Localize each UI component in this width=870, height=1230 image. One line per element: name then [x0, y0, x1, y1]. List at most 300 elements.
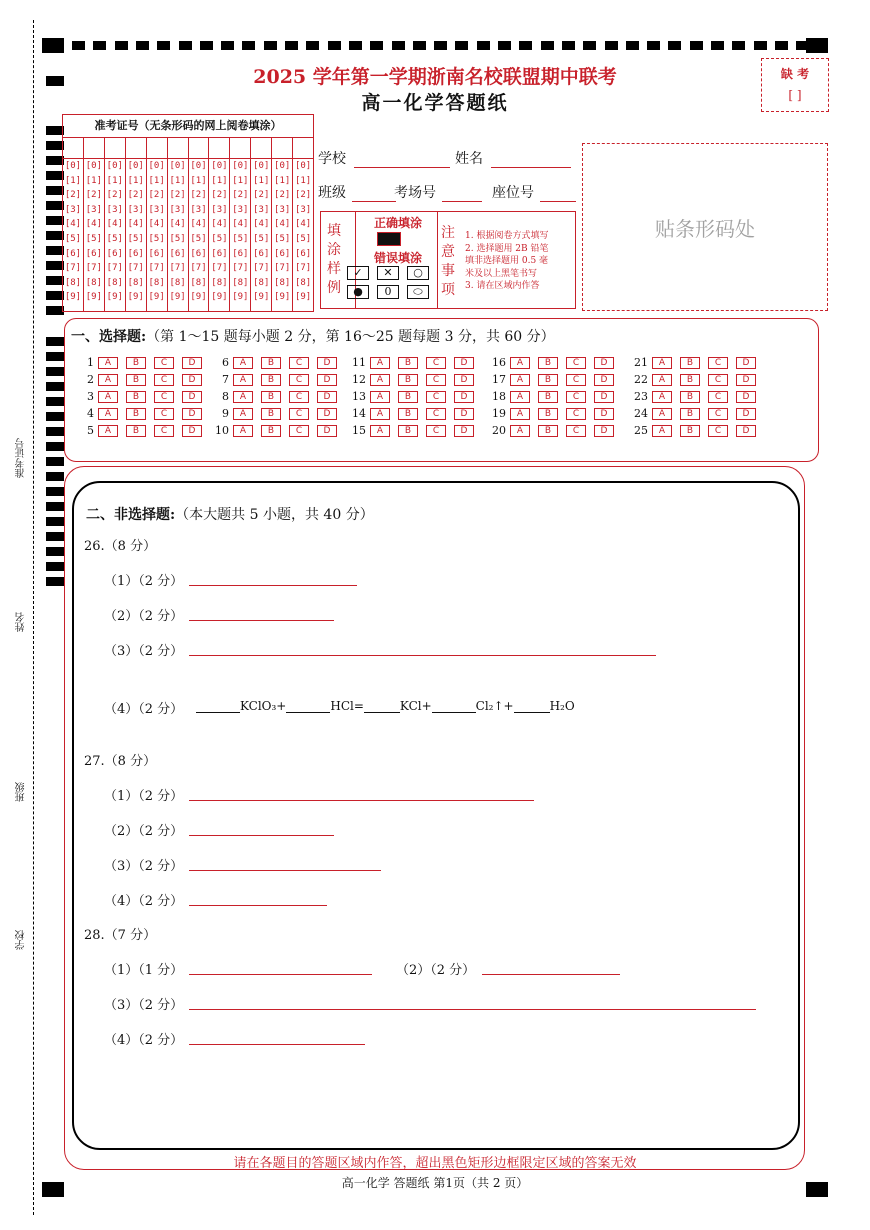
choice-option-bubble[interactable]: C — [708, 408, 728, 420]
choice-option-bubble[interactable]: C — [566, 374, 586, 386]
exam-id-digit-bubble[interactable]: [9] — [211, 292, 228, 303]
choice-option-bubble[interactable]: C — [426, 391, 446, 403]
exam-id-digit-bubble[interactable]: [6] — [232, 248, 249, 259]
choice-option-bubble[interactable]: A — [233, 408, 253, 420]
choice-option-bubble[interactable]: B — [680, 374, 700, 386]
choice-option-bubble[interactable]: C — [566, 391, 586, 403]
q27-3-answer[interactable] — [189, 869, 381, 871]
exam-id-digit-bubble[interactable]: [4] — [148, 219, 165, 230]
choice-question-number: 25 — [634, 424, 648, 437]
exam-id-write-cell[interactable] — [272, 138, 292, 159]
timing-mark — [796, 41, 809, 50]
exam-id-digit-bubble[interactable]: [9] — [85, 292, 103, 303]
q26-3-label: （3）（2 分） — [104, 644, 184, 659]
timing-mark — [136, 41, 149, 50]
q26-head: 26.（8 分） — [84, 539, 157, 554]
exam-id-digit-bubble[interactable]: [8] — [190, 277, 207, 288]
choice-option-bubble[interactable]: C — [289, 408, 309, 420]
exam-id-digit-bubble[interactable]: [2] — [85, 190, 103, 201]
timing-mark — [349, 41, 362, 50]
timing-mark — [306, 41, 319, 50]
choice-question-number: 7 — [222, 373, 229, 386]
exam-id-digit-bubble[interactable]: [1] — [106, 175, 123, 186]
exam-id-write-cell[interactable] — [147, 138, 167, 159]
choice-option-bubble[interactable]: D — [182, 391, 202, 403]
exam-id-write-cell[interactable] — [251, 138, 271, 159]
choice-option-bubble[interactable]: D — [182, 374, 202, 386]
wrong-mark-circle: ○ — [407, 266, 429, 280]
exam-id-digit-bubble[interactable]: [9] — [232, 292, 249, 303]
exam-id-digit-bubble[interactable]: [0] — [232, 161, 249, 171]
choice-option-bubble[interactable]: C — [708, 357, 728, 369]
exam-id-digit-bubble[interactable]: [5] — [274, 233, 291, 244]
choice-option-bubble[interactable]: D — [454, 357, 474, 369]
exam-id-digit-bubble[interactable]: [6] — [294, 248, 312, 259]
choice-question — [492, 390, 622, 403]
timing-mark — [72, 41, 85, 50]
exam-id-digit-bubble[interactable]: [8] — [64, 277, 82, 288]
exam-id-write-cell[interactable] — [189, 138, 209, 159]
choice-option-bubble[interactable]: A — [370, 408, 390, 420]
timing-mark — [413, 41, 426, 50]
exam-id-digit-bubble[interactable]: [7] — [106, 263, 123, 274]
exam-id-digit-bubble[interactable]: [2] — [127, 190, 144, 201]
seat-field[interactable] — [492, 182, 576, 202]
exam-id-digit-bubble[interactable]: [3] — [106, 204, 123, 215]
q27-2-answer[interactable] — [189, 834, 334, 836]
exam-id-digit-bubble[interactable]: [2] — [148, 190, 165, 201]
notice-label: 注意事项 — [441, 225, 455, 298]
exam-id-digit-bubble[interactable]: [0] — [294, 161, 312, 171]
exam-id-digit-bubble[interactable]: [7] — [148, 263, 165, 274]
absent-checkbox[interactable]: [ ] — [788, 88, 802, 102]
q26-4-equation[interactable]: KClO₃+ HCl= KCl+ Cl₂↑+ H₂O — [196, 698, 575, 713]
room-label: 考场号 — [394, 185, 436, 201]
exam-id-digit-bubble[interactable]: [5] — [169, 233, 186, 244]
choice-option-bubble[interactable]: A — [652, 408, 672, 420]
choice-option-bubble[interactable]: A — [510, 425, 530, 437]
choice-option-bubble[interactable]: C — [566, 357, 586, 369]
fill-example-label: 填涂样例 — [327, 223, 341, 296]
timing-mark — [46, 472, 64, 481]
choice-option-bubble[interactable]: A — [370, 374, 390, 386]
choice-option-bubble[interactable]: D — [594, 425, 614, 437]
name-field[interactable] — [455, 148, 571, 168]
exam-id-digit-bubble[interactable]: [0] — [106, 161, 123, 171]
wrong-mark-cross: ✕ — [377, 266, 399, 280]
exam-title: 2025 学年第一学期浙南名校联盟期中联考 — [253, 66, 617, 88]
exam-id-digit-bubble[interactable]: [1] — [85, 175, 103, 186]
exam-id-digit-bubble[interactable]: [6] — [148, 248, 165, 259]
exam-id-digit-bubble[interactable]: [9] — [127, 292, 144, 303]
exam-id-digit-bubble[interactable]: [6] — [106, 248, 123, 259]
exam-id-digit-bubble[interactable]: [6] — [253, 248, 270, 259]
choice-option-bubble[interactable]: B — [126, 408, 146, 420]
choice-question-number: 22 — [634, 373, 648, 386]
choice-option-bubble[interactable]: D — [317, 391, 337, 403]
exam-id-digit-bubble[interactable]: [8] — [127, 277, 144, 288]
timing-mark — [46, 412, 64, 421]
exam-id-digit-bubble[interactable]: [8] — [274, 277, 291, 288]
choice-option-bubble[interactable]: C — [289, 391, 309, 403]
timing-mark — [519, 41, 532, 50]
exam-id-digit-bubble[interactable]: [7] — [232, 263, 249, 274]
choice-option-bubble[interactable]: B — [126, 391, 146, 403]
q27-3-label: （3）（2 分） — [104, 859, 184, 874]
timing-mark — [264, 41, 277, 50]
choice-option-bubble[interactable]: D — [317, 408, 337, 420]
choice-option-bubble[interactable]: D — [736, 391, 756, 403]
exam-id-digit-bubble[interactable]: [7] — [211, 263, 228, 274]
exam-id-digit-bubble[interactable]: [2] — [211, 190, 228, 201]
choice-option-bubble[interactable]: D — [594, 374, 614, 386]
exam-id-digit-bubble[interactable]: [9] — [169, 292, 186, 303]
exam-id-digit-bubble[interactable]: [7] — [294, 263, 312, 274]
choice-option-bubble[interactable]: C — [708, 391, 728, 403]
exam-id-digit-bubble[interactable]: [7] — [274, 263, 291, 274]
choice-option-bubble[interactable]: C — [708, 374, 728, 386]
exam-id-digit-bubble[interactable]: [0] — [148, 161, 165, 171]
exam-id-digit-bubble[interactable]: [7] — [64, 263, 82, 274]
exam-id-write-cell[interactable] — [126, 138, 146, 159]
exam-id-digit-bubble[interactable]: [3] — [64, 204, 82, 215]
exam-id-digit-bubble[interactable]: [8] — [294, 277, 312, 288]
exam-id-digit-bubble[interactable]: [7] — [127, 263, 144, 274]
exam-id-digit-bubble[interactable]: [3] — [127, 204, 144, 215]
exam-id-column — [209, 138, 230, 312]
choice-option-bubble[interactable]: B — [126, 425, 146, 437]
exam-id-digit-bubble[interactable]: [5] — [294, 233, 312, 244]
exam-id-digit-bubble[interactable]: [5] — [232, 233, 249, 244]
choice-option-bubble[interactable]: C — [154, 357, 174, 369]
choice-option-bubble[interactable]: B — [261, 391, 281, 403]
q26-2-answer[interactable] — [189, 619, 334, 621]
exam-id-digit-bubble[interactable]: [4] — [190, 219, 207, 230]
choice-option-bubble[interactable]: B — [538, 408, 558, 420]
choice-option-bubble[interactable]: A — [233, 391, 253, 403]
choice-option-bubble[interactable]: B — [680, 357, 700, 369]
exam-id-digit-bubble[interactable]: [4] — [232, 219, 249, 230]
exam-id-digit-bubble[interactable]: [0] — [211, 161, 228, 171]
choice-option-bubble[interactable]: D — [594, 391, 614, 403]
exam-id-digit-bubble[interactable]: [3] — [169, 204, 186, 215]
choice-option-bubble[interactable]: C — [154, 425, 174, 437]
exam-id-digit-bubble[interactable]: [8] — [253, 277, 270, 288]
exam-id-header: 准考证号（无条形码的网上阅卷填涂） — [63, 115, 313, 138]
q28-2-answer[interactable] — [482, 973, 620, 975]
choice-option-bubble[interactable]: B — [538, 425, 558, 437]
exam-id-digit-bubble[interactable]: [4] — [106, 219, 123, 230]
choice-question — [215, 356, 345, 369]
exam-id-digit-bubble[interactable]: [0] — [127, 161, 144, 171]
choice-option-bubble[interactable]: A — [652, 425, 672, 437]
exam-id-write-cell[interactable] — [293, 138, 313, 159]
exam-id-digit-bubble[interactable]: [1] — [169, 175, 186, 186]
choice-option-bubble[interactable]: B — [126, 374, 146, 386]
choice-option-bubble[interactable]: C — [426, 374, 446, 386]
exam-id-digit-bubble[interactable]: [3] — [211, 204, 228, 215]
q27-4-label: （4）（2 分） — [104, 894, 184, 909]
choice-question — [352, 373, 482, 386]
choice-option-bubble[interactable]: A — [98, 408, 118, 420]
exam-id-digit-bubble[interactable]: [9] — [148, 292, 165, 303]
exam-id-digit-bubble[interactable]: [4] — [64, 219, 82, 230]
exam-id-digit-bubble[interactable]: [5] — [190, 233, 207, 244]
choice-option-bubble[interactable]: D — [182, 425, 202, 437]
school-field[interactable] — [318, 148, 450, 168]
choice-option-bubble[interactable]: A — [510, 408, 530, 420]
footer-warning: 请在各题目的答题区域内作答，超出黑色矩形边框限定区域的答案无效 — [233, 1156, 637, 1171]
exam-id-digit-bubble[interactable]: [5] — [85, 233, 103, 244]
exam-id-digit-bubble[interactable]: [5] — [253, 233, 270, 244]
choice-option-bubble[interactable]: B — [538, 357, 558, 369]
choice-question-number: 4 — [87, 407, 94, 420]
exam-id-digit-bubble[interactable]: [2] — [106, 190, 123, 201]
choice-option-bubble[interactable]: C — [154, 374, 174, 386]
page-footer: 高一化学 答题纸 第1页（共 2 页） — [341, 1176, 529, 1190]
choice-option-bubble[interactable]: B — [538, 374, 558, 386]
room-field[interactable] — [394, 182, 482, 202]
choice-option-bubble[interactable]: A — [652, 391, 672, 403]
timing-mark — [626, 41, 639, 50]
q28-4-answer[interactable] — [189, 1043, 365, 1045]
absent-label: 缺 考 — [780, 67, 810, 81]
exam-id-digit-bubble[interactable]: [1] — [64, 175, 82, 186]
exam-id-write-cell[interactable] — [63, 138, 83, 159]
exam-id-digit-bubble[interactable]: [5] — [211, 233, 228, 244]
exam-id-grid — [62, 114, 314, 312]
choice-option-bubble[interactable]: B — [680, 425, 700, 437]
seat-label: 座位号 — [492, 185, 534, 201]
choice-question-number: 24 — [634, 407, 648, 420]
exam-id-digit-bubble[interactable]: [9] — [106, 292, 123, 303]
choice-option-bubble[interactable]: D — [736, 357, 756, 369]
exam-id-digit-bubble[interactable]: [2] — [64, 190, 82, 201]
exam-id-digit-bubble[interactable]: [0] — [253, 161, 270, 171]
timing-mark — [46, 487, 64, 496]
choice-option-bubble[interactable]: A — [510, 374, 530, 386]
choice-option-bubble[interactable]: D — [736, 408, 756, 420]
q26-3-answer[interactable] — [189, 654, 656, 656]
choice-option-bubble[interactable]: C — [154, 391, 174, 403]
exam-id-digit-bubble[interactable]: [2] — [294, 190, 312, 201]
exam-id-digit-bubble[interactable]: [0] — [169, 161, 186, 171]
exam-id-digit-bubble[interactable]: [6] — [190, 248, 207, 259]
choice-option-bubble[interactable]: C — [426, 425, 446, 437]
choice-option-bubble[interactable]: A — [233, 425, 253, 437]
choice-option-bubble[interactable]: B — [680, 391, 700, 403]
choice-option-bubble[interactable]: D — [182, 357, 202, 369]
choice-option-bubble[interactable]: B — [538, 391, 558, 403]
exam-id-digit-bubble[interactable]: [2] — [169, 190, 186, 201]
choice-option-bubble[interactable]: D — [454, 391, 474, 403]
exam-id-digit-bubble[interactable]: [7] — [169, 263, 186, 274]
choice-option-bubble[interactable]: D — [317, 425, 337, 437]
exam-id-digit-bubble[interactable]: [4] — [294, 219, 312, 230]
choice-option-bubble[interactable]: D — [182, 408, 202, 420]
choice-option-bubble[interactable]: D — [454, 374, 474, 386]
exam-id-digit-bubble[interactable]: [4] — [85, 219, 103, 230]
exam-id-digit-bubble[interactable]: [9] — [190, 292, 207, 303]
choice-option-bubble[interactable]: C — [426, 408, 446, 420]
exam-id-digit-bubble[interactable]: [1] — [190, 175, 207, 186]
choice-question — [492, 373, 622, 386]
exam-id-digit-bubble[interactable]: [4] — [274, 219, 291, 230]
exam-id-digit-bubble[interactable]: [2] — [274, 190, 291, 201]
choice-option-bubble[interactable]: B — [261, 408, 281, 420]
exam-id-write-cell[interactable] — [105, 138, 125, 159]
exam-id-digit-bubble[interactable]: [3] — [253, 204, 270, 215]
choice-option-bubble[interactable]: D — [317, 357, 337, 369]
exam-id-digit-bubble[interactable]: [1] — [232, 175, 249, 186]
name-label: 姓名 — [455, 151, 483, 167]
exam-id-digit-bubble[interactable]: [9] — [274, 292, 291, 303]
exam-id-digit-bubble[interactable]: [2] — [190, 190, 207, 201]
choice-option-bubble[interactable]: B — [398, 374, 418, 386]
choice-option-bubble[interactable]: A — [370, 425, 390, 437]
choice-option-bubble[interactable]: A — [652, 357, 672, 369]
exam-id-digit-bubble[interactable]: [4] — [253, 219, 270, 230]
exam-id-digit-bubble[interactable]: [8] — [232, 277, 249, 288]
exam-id-digit-bubble[interactable]: [9] — [253, 292, 270, 303]
exam-id-digit-bubble[interactable]: [5] — [148, 233, 165, 244]
exam-id-digit-bubble[interactable]: [7] — [190, 263, 207, 274]
exam-id-digit-bubble[interactable]: [0] — [85, 161, 103, 171]
choice-option-bubble[interactable]: C — [289, 374, 309, 386]
q27-1-answer[interactable] — [189, 799, 534, 801]
exam-id-digit-bubble[interactable]: [6] — [127, 248, 144, 259]
choice-option-bubble[interactable]: B — [398, 408, 418, 420]
choice-option-bubble[interactable]: A — [370, 357, 390, 369]
exam-id-digit-bubble[interactable]: [6] — [85, 248, 103, 259]
choice-option-bubble[interactable]: A — [98, 425, 118, 437]
choice-question — [634, 390, 764, 403]
exam-id-write-cell[interactable] — [230, 138, 250, 159]
choice-option-bubble[interactable]: A — [370, 391, 390, 403]
choice-option-bubble[interactable]: B — [398, 425, 418, 437]
choice-question-number: 12 — [352, 373, 366, 386]
choice-option-bubble[interactable]: B — [261, 374, 281, 386]
exam-id-digit-bubble[interactable]: [2] — [232, 190, 249, 201]
exam-id-digit-bubble[interactable]: [4] — [127, 219, 144, 230]
choice-option-bubble[interactable]: C — [154, 408, 174, 420]
wrong-mark-check: ✓ — [347, 266, 369, 280]
exam-id-digit-bubble[interactable]: [1] — [127, 175, 144, 186]
exam-id-digit-bubble[interactable]: [8] — [169, 277, 186, 288]
choice-option-bubble[interactable]: A — [98, 391, 118, 403]
choice-question — [352, 390, 482, 403]
choice-option-bubble[interactable]: A — [510, 391, 530, 403]
exam-id-digit-bubble[interactable]: [5] — [106, 233, 123, 244]
exam-id-digit-bubble[interactable]: [8] — [85, 277, 103, 288]
choice-option-bubble[interactable]: D — [594, 408, 614, 420]
choice-option-bubble[interactable]: D — [736, 374, 756, 386]
choice-option-bubble[interactable]: B — [261, 357, 281, 369]
exam-id-digit-bubble[interactable]: [8] — [106, 277, 123, 288]
choice-option-bubble[interactable]: C — [566, 425, 586, 437]
choice-option-bubble[interactable]: D — [454, 408, 474, 420]
choice-option-bubble[interactable]: C — [289, 425, 309, 437]
q27-4-answer[interactable] — [189, 904, 327, 906]
exam-id-digit-bubble[interactable]: [3] — [85, 204, 103, 215]
choice-option-bubble[interactable]: C — [566, 408, 586, 420]
timing-mark — [200, 41, 213, 50]
page-title: 高一化学答题纸 — [361, 92, 509, 114]
choice-option-bubble[interactable]: A — [510, 357, 530, 369]
choice-option-bubble[interactable]: C — [708, 425, 728, 437]
q28-3-answer[interactable] — [189, 1008, 756, 1010]
choice-option-bubble[interactable]: C — [289, 357, 309, 369]
exam-id-digit-bubble[interactable]: [1] — [274, 175, 291, 186]
exam-id-write-cell[interactable] — [168, 138, 188, 159]
exam-id-digit-bubble[interactable]: [7] — [85, 263, 103, 274]
exam-id-digit-bubble[interactable]: [4] — [169, 219, 186, 230]
correct-fill-mark — [377, 232, 401, 246]
exam-id-digit-bubble[interactable]: [0] — [190, 161, 207, 171]
choice-option-bubble[interactable]: B — [680, 408, 700, 420]
choice-option-bubble[interactable]: A — [98, 357, 118, 369]
exam-id-digit-bubble[interactable]: [5] — [127, 233, 144, 244]
exam-id-digit-bubble[interactable]: [8] — [148, 277, 165, 288]
exam-id-digit-bubble[interactable]: [3] — [274, 204, 291, 215]
choice-option-bubble[interactable]: D — [594, 357, 614, 369]
choice-option-bubble[interactable]: A — [233, 374, 253, 386]
class-field[interactable] — [318, 182, 396, 202]
exam-id-digit-bubble[interactable]: [1] — [253, 175, 270, 186]
exam-id-digit-bubble[interactable]: [1] — [211, 175, 228, 186]
nonchoice-section-title: 二、非选择题:（本大题共 5 小题，共 40 分） — [86, 507, 374, 523]
exam-id-write-cell[interactable] — [84, 138, 104, 159]
choice-question-number: 5 — [87, 424, 94, 437]
exam-id-digit-bubble[interactable]: [2] — [253, 190, 270, 201]
exam-id-digit-bubble[interactable]: [0] — [274, 161, 291, 171]
exam-id-digit-bubble[interactable]: [4] — [211, 219, 228, 230]
choice-option-bubble[interactable]: C — [426, 357, 446, 369]
choice-option-bubble[interactable]: A — [652, 374, 672, 386]
choice-option-bubble[interactable]: B — [261, 425, 281, 437]
exam-id-digit-bubble[interactable]: [1] — [294, 175, 312, 186]
exam-id-digit-bubble[interactable]: [3] — [148, 204, 165, 215]
choice-option-bubble[interactable]: D — [454, 425, 474, 437]
choice-option-bubble[interactable]: A — [233, 357, 253, 369]
choice-option-bubble[interactable]: B — [398, 357, 418, 369]
exam-id-digit-bubble[interactable]: [0] — [64, 161, 82, 171]
exam-id-digit-bubble[interactable]: [6] — [211, 248, 228, 259]
exam-id-digit-bubble[interactable]: [5] — [64, 233, 82, 244]
exam-id-digit-bubble[interactable]: [3] — [294, 204, 312, 215]
choice-option-bubble[interactable]: B — [126, 357, 146, 369]
exam-id-digit-bubble[interactable]: [3] — [190, 204, 207, 215]
choice-option-bubble[interactable]: D — [736, 425, 756, 437]
exam-id-digit-bubble[interactable]: [6] — [274, 248, 291, 259]
choice-option-bubble[interactable]: B — [398, 391, 418, 403]
exam-id-digit-bubble[interactable]: [1] — [148, 175, 165, 186]
exam-id-write-cell[interactable] — [209, 138, 229, 159]
exam-id-digit-bubble[interactable]: [8] — [211, 277, 228, 288]
choice-option-bubble[interactable]: A — [98, 374, 118, 386]
absent-box[interactable] — [761, 58, 829, 112]
exam-id-digit-bubble[interactable]: [9] — [64, 292, 82, 303]
exam-id-digit-bubble[interactable]: [3] — [232, 204, 249, 215]
choice-option-bubble[interactable]: D — [317, 374, 337, 386]
exam-id-column — [126, 138, 147, 312]
exam-id-digit-bubble[interactable]: [6] — [169, 248, 186, 259]
q26-1-answer[interactable] — [189, 584, 357, 586]
exam-id-digit-bubble[interactable]: [9] — [294, 292, 312, 303]
q28-1-answer[interactable] — [189, 973, 372, 975]
exam-id-digit-bubble[interactable]: [6] — [64, 248, 82, 259]
exam-id-digit-bubble[interactable]: [7] — [253, 263, 270, 274]
